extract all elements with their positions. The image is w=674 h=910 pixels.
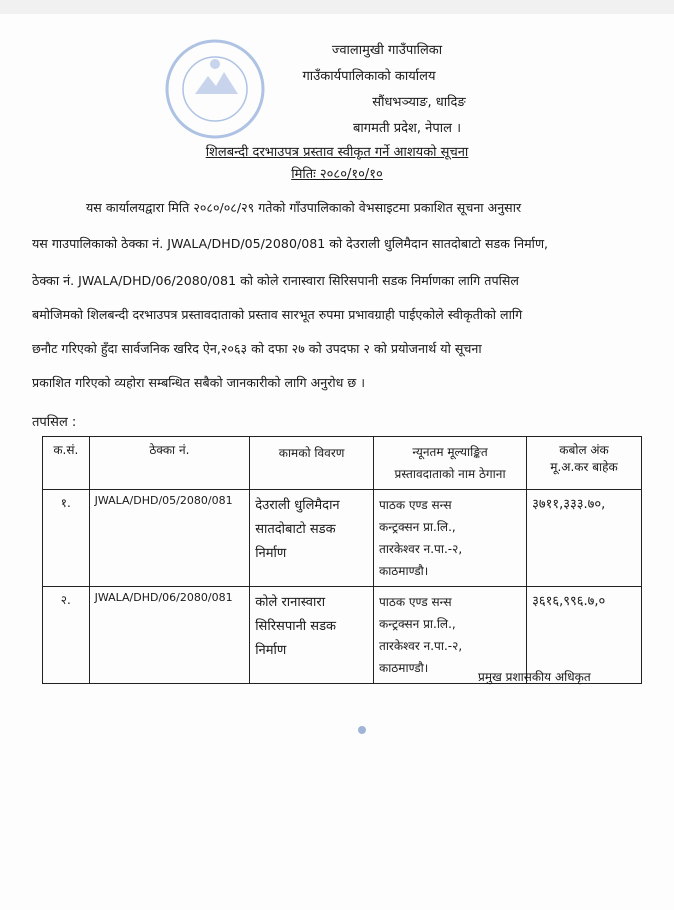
row-work-line: सिरिसपानी सडक	[255, 619, 337, 634]
row-contract: JWALA/DHD/06/2080/081	[89, 587, 250, 684]
notice-subject: शिलबन्दी दरभाउपत्र प्रस्ताव स्वीकृत गर्ने आशयको सूचना	[205, 145, 469, 160]
table-row	[43, 490, 642, 587]
body-line-4: बमोजिमको शिलबन्दी दरभाउपत्र प्रस्तावदाताको प्रस्ताव सारभूत रुपमा प्रभावग्राही पाईएकोले स्वीकृतीको लागि	[32, 307, 523, 322]
bid-details-table	[42, 436, 642, 684]
header-sn: क.सं.	[43, 437, 90, 490]
table-header-row	[43, 437, 642, 490]
row-amount: ३७११,३३३.७०,	[527, 490, 642, 587]
scan-top-edge	[0, 0, 674, 14]
row-work-line: कोले रानास्वारा	[255, 595, 326, 610]
header-address: सौंधभञ्याङ, धादिङ	[372, 95, 466, 110]
signatory-title: प्रमुख प्रशासकीय अधिकृत	[478, 670, 591, 684]
body-line-5: छनौट गरिएको हुँदा सार्वजनिक खरिद ऐन,२०६३ को दफा २७ को उपदफा २ को प्रयोजनार्थ यो सूचना	[32, 341, 482, 356]
row-work-line: निर्माण	[255, 643, 287, 658]
header-province: बागमती प्रदेश, नेपाल ।	[352, 121, 462, 136]
stray-ink-mark	[358, 726, 366, 734]
header-contract: ठेक्का नं.	[89, 437, 250, 490]
header-bidder-line1: न्यूनतम मूल्याङ्कित	[412, 445, 488, 459]
details-label: तपसिल :	[32, 415, 77, 430]
row-bidder-line: पाठक एण्ड सन्स	[378, 498, 452, 512]
row-bidder-line: काठमाण्डौ।	[378, 564, 429, 578]
header-amount	[527, 437, 642, 490]
row-sn: १.	[43, 490, 90, 587]
row-bidder-line: तारकेश्वर न.पा.-२,	[378, 639, 463, 653]
row-bidder-line: कन्ट्रक्सन प्रा.लि.,	[378, 617, 456, 631]
header-amount-line1: कबोल अंक	[559, 443, 609, 457]
header-work: कामको विवरण	[250, 437, 374, 490]
header-bidder	[373, 437, 526, 490]
header-amount-line2: मू.अ.कर बाहेक	[550, 460, 618, 474]
row-work-line: सातदोबाटो सडक	[255, 522, 336, 537]
row-work	[250, 587, 374, 684]
body-line-2: यस गाउपालिकाको ठेक्का नं. JWALA/DHD/05/2080/081 को देउराली धुलिमैदान सातदोबाटो सडक निर्माण,	[32, 236, 549, 251]
row-bidder-line: पाठक एण्ड सन्स	[378, 595, 452, 609]
body-line-3: ठेक्का नं. JWALA/DHD/06/2080/081 को कोले रानास्वारा सिरिसपानी सडक निर्माणका लागि तपसिल	[32, 273, 519, 288]
row-bidder-line: तारकेश्वर न.पा.-२,	[378, 542, 463, 556]
row-bidder-line: कन्ट्रक्सन प्रा.लि.,	[378, 520, 456, 534]
header-municipality-name: ज्वालामुखी गाउँपालिका	[331, 43, 443, 58]
notice-date: मितिः २०८०/१०/१०	[291, 167, 383, 182]
row-sn: २.	[43, 587, 90, 684]
row-amount: ३६१६,९९६.७,०	[527, 587, 642, 684]
notice-date-wrap	[0, 164, 674, 182]
body-line-1: यस कार्यालयद्वारा मिति २०८०/०८/२९ गतेको गाँउपालिकाको वेभसाइटमा प्रकाशित सूचना अनुसार	[86, 200, 522, 215]
row-work	[250, 490, 374, 587]
row-work-line: देउराली धुलिमैदान	[255, 498, 340, 513]
header-bidder-line2: प्रस्तावदाताको नाम ठेगाना	[394, 467, 506, 481]
body-line-6: प्रकाशित गरिएको व्यहोरा सम्बन्धित सबैको जानकारीको लागि अनुरोध छ ।	[32, 375, 366, 390]
notice-subject-wrap	[0, 142, 674, 160]
header-office-name: गाउँकार्यपालिकाको कार्यालय	[302, 69, 436, 84]
row-bidder-line: काठमाण्डौ।	[378, 661, 429, 675]
row-contract: JWALA/DHD/05/2080/081	[89, 490, 250, 587]
row-bidder	[373, 490, 526, 587]
row-work-line: निर्माण	[255, 546, 287, 561]
